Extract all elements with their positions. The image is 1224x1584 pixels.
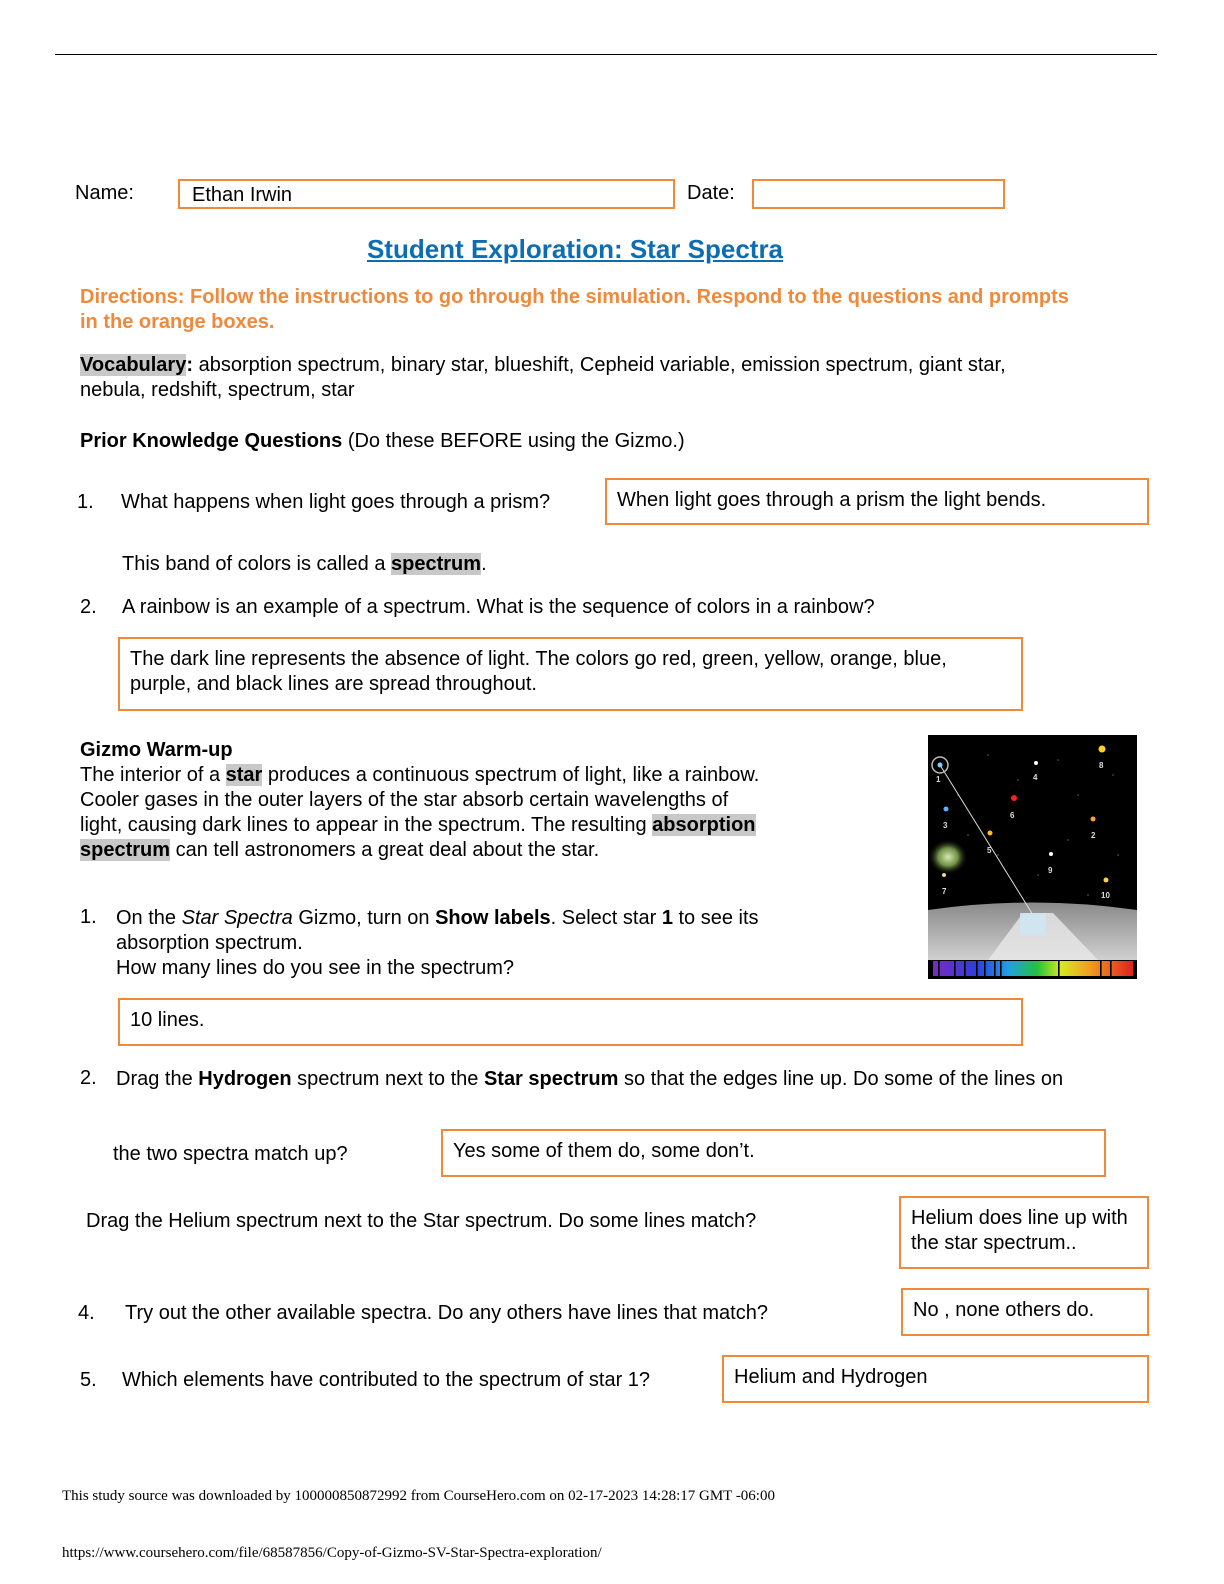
prior-q2-text: A rainbow is an example of a spectrum. What is the sequence of colors in a rainbow?	[122, 596, 875, 618]
absorption-spectrum-bar	[933, 961, 1133, 976]
warmup-q4-text: Try out the other available spectra. Do any others have lines that match?	[125, 1302, 768, 1324]
page-title: Student Exploration: Star Spectra	[366, 234, 784, 264]
warmup-heading-text: Gizmo Warm-up	[80, 739, 233, 761]
star-spectra-simulation-image	[928, 735, 1137, 979]
name-value: Ethan Irwin	[192, 184, 293, 206]
warmup-q2-answer-box[interactable]	[441, 1129, 1106, 1177]
prior-q2-number: 2.	[80, 596, 97, 618]
star-label: 8	[1099, 761, 1104, 770]
q1-text-d: to see its absorption spectrum.	[116, 907, 759, 954]
q1-star-number: 1	[661, 907, 673, 929]
star-4-icon	[1034, 761, 1038, 765]
warmup-text-2: produces a continuous spectrum of light, like a rainbow. Cooler gases in the outer layers of the star absorb certain wavelengths of light, causing dark lines to appear in the spectrum. The resulting	[80, 764, 760, 836]
warmup-q1-number: 1.	[80, 906, 97, 928]
warmup-q5-text: Which elements have contributed to the spectrum of star 1?	[122, 1369, 651, 1391]
star-label: 5	[987, 846, 992, 855]
followup-text: This band of colors is called a	[122, 553, 392, 575]
star-6-icon	[1011, 795, 1017, 801]
warmup-q2-answer: Yes some of them do, some don’t.	[453, 1140, 755, 1162]
simulation-graphic	[928, 735, 1137, 979]
star-label: 10	[1101, 891, 1110, 900]
absorption-spectrum-term: absorption spectrum	[80, 814, 756, 861]
download-notice: This study source was downloaded by 100000850872992 from CourseHero.com on 02-17-2023 14:28:17 GMT -06:00	[62, 1488, 775, 1504]
source-url-link[interactable]: https://www.coursehero.com/file/68587856/Copy-of-Gizmo-SV-Star-Spectra-exploration/	[62, 1545, 602, 1561]
star-8-icon	[1099, 746, 1106, 753]
prism-icon	[1020, 913, 1046, 935]
warmup-q5-answer-box[interactable]	[722, 1355, 1149, 1403]
star-label: 7	[942, 887, 947, 896]
warmup-q4-number: 4.	[78, 1302, 95, 1324]
star-label: 1	[936, 775, 941, 784]
star-10-icon	[1104, 878, 1109, 883]
star-label: 2	[1091, 831, 1096, 840]
vocabulary-terms: absorption spectrum, binary star, blueshift, Cepheid variable, emission spectrum, giant star, nebula, redshift, spectrum, star	[80, 354, 1006, 401]
directions: Directions: Follow the instructions to go through the simulation. Respond to the questions and prompts in the orange boxes.	[80, 286, 1069, 333]
prior-q1-answer: When light goes through a prism the light bends.	[617, 489, 1047, 511]
name-field[interactable]	[178, 179, 675, 209]
spectrum-term: spectrum	[391, 553, 482, 575]
warmup-heading	[80, 738, 233, 763]
nebula-icon	[928, 839, 968, 875]
date-field[interactable]	[752, 179, 1005, 209]
star-9-icon	[1049, 852, 1053, 856]
vocabulary-label: Vocabulary	[80, 354, 187, 376]
prior-q1-number: 1.	[77, 491, 94, 513]
star-3-icon	[944, 807, 949, 812]
warmup-q1-answer-box[interactable]	[118, 998, 1023, 1046]
star-label: 6	[1010, 811, 1015, 820]
date-label: Date:	[687, 182, 735, 204]
star-7-icon	[942, 873, 946, 877]
q2-text-a: Drag the	[116, 1068, 199, 1090]
prior-q2-answer: The dark line represents the absence of light. The colors go red, green, yellow, orange, blue, purple, and black lines are spread throughout.	[130, 648, 947, 695]
star-5-icon	[988, 831, 993, 836]
q1-question: How many lines do you see in the spectrum?	[116, 957, 514, 979]
prior-q1-text: What happens when light goes through a prism?	[121, 491, 551, 513]
warmup-q2-question: the two spectra match up?	[113, 1143, 348, 1165]
vocabulary	[80, 353, 1070, 403]
star-label: 9	[1048, 866, 1053, 875]
q1-text-b: Gizmo, turn on	[292, 907, 436, 929]
prior-q2-answer-box[interactable]	[118, 637, 1023, 711]
warmup-paragraph	[80, 763, 770, 863]
q1-gizmo-name: Star Spectra	[181, 907, 293, 929]
q1-text-c: . Select star	[550, 907, 662, 929]
q2-star-spectrum: Star spectrum	[483, 1068, 619, 1090]
warmup-q3-answer: Helium does line up with the star spectrum..	[911, 1207, 1128, 1254]
warmup-q5-answer: Helium and Hydrogen	[734, 1366, 928, 1388]
q1-show-labels: Show labels	[435, 907, 551, 929]
warmup-q3-answer-box[interactable]	[899, 1196, 1149, 1269]
warmup-q3-text: Drag the Helium spectrum next to the Star spectrum. Do some lines match?	[86, 1210, 757, 1232]
name-label: Name:	[75, 182, 134, 204]
prior-heading: Prior Knowledge Questions	[80, 430, 343, 452]
star-1-icon	[938, 763, 943, 768]
top-rule	[55, 54, 1157, 55]
followup-period: .	[481, 553, 487, 575]
prior-note: (Do these BEFORE using the Gizmo.)	[342, 430, 685, 452]
prior-q1-answer-box[interactable]	[605, 478, 1149, 525]
warmup-q4-answer-box[interactable]	[901, 1288, 1149, 1336]
vocabulary-colon: :	[186, 354, 194, 376]
star-label: 3	[943, 821, 948, 830]
prior-knowledge-heading	[80, 429, 685, 454]
warmup-q5-number: 5.	[80, 1369, 97, 1391]
warmup-text-3: can tell astronomers a great deal about the star.	[170, 839, 600, 861]
warmup-text-1: The interior of a	[80, 764, 226, 786]
q2-text-b: spectrum next to the	[291, 1068, 484, 1090]
q2-text-c: so that the edges line up. Do some of the lines on	[618, 1068, 1064, 1090]
prior-q1-followup	[122, 552, 487, 577]
warmup-q2-text	[116, 1067, 1106, 1092]
warmup-q4-answer: No , none others do.	[913, 1299, 1095, 1321]
star-term: star	[225, 764, 263, 786]
warmup-q2-number: 2.	[80, 1067, 97, 1089]
star-2-icon	[1091, 817, 1096, 822]
q1-text-a: On the	[116, 907, 182, 929]
warmup-q1-answer: 10 lines.	[130, 1009, 205, 1031]
q2-hydrogen: Hydrogen	[198, 1068, 292, 1090]
star-label: 4	[1033, 773, 1038, 782]
warmup-q1-text	[116, 906, 766, 981]
